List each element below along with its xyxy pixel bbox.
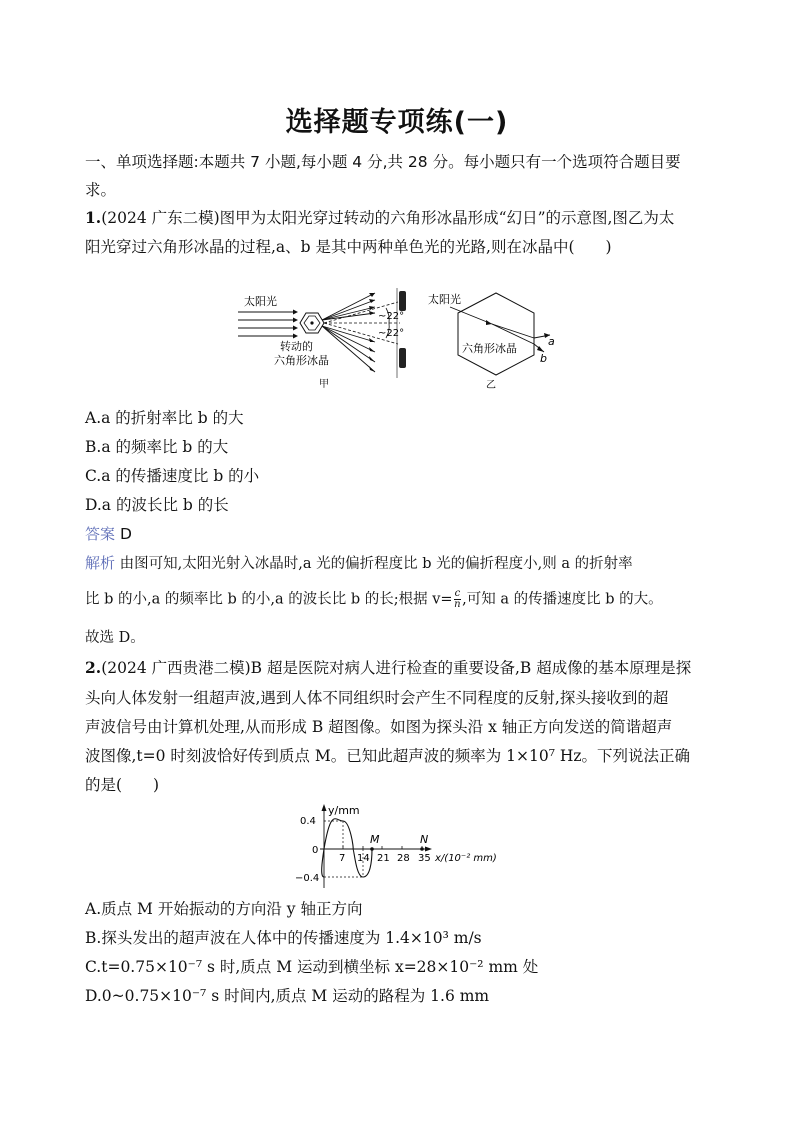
- q1-analysis-line3: 故选 D。: [85, 630, 145, 646]
- page-title: 选择题专项练(一): [285, 107, 509, 138]
- angle-bottom-label: ~22°: [378, 328, 405, 339]
- q2-stem-line3: 声波信号由计算机处理,从而形成 B 超图像。如图为探头沿 x 轴正方向发送的简谐超声: [85, 718, 673, 736]
- angle-top-label: ~22°: [378, 311, 405, 322]
- q1-stem-text1: (2024 广东二模)图甲为太阳光穿过转动的六角形冰晶形成“幻日”的示意图,图乙为太: [101, 209, 675, 227]
- x-axis-label: x/(10⁻² mm): [435, 853, 497, 864]
- y-axis-label: y/mm: [328, 804, 360, 817]
- q2-option-a: A.质点 M 开始振动的方向沿 y 轴正方向: [85, 900, 363, 918]
- q1-number: 1.: [85, 208, 102, 227]
- figure-yi-label: 乙: [486, 380, 496, 390]
- point-m-label: M: [370, 833, 380, 846]
- figure-yi: [428, 292, 555, 390]
- answer-label: 答案: [85, 525, 116, 543]
- q2-stem-text1: (2024 广西贵港二模)B 超是医院对病人进行检查的重要设备,B 超成像的基本原理是探: [101, 659, 692, 677]
- q2-stem-line4: 波图像,t=0 时刻波恰好传到质点 M。已知此超声波的频率为 1×10⁷ Hz。下列说法正确: [85, 747, 691, 765]
- formula-fraction: [454, 589, 462, 610]
- q1-figure: [230, 288, 570, 390]
- q2-option-c: C.t=0.75×10⁻⁷ s 时,质点 M 运动到横坐标 x=28×10⁻² mm 处: [85, 958, 539, 976]
- figure-jia-label: 甲: [319, 379, 329, 390]
- x-tick-7: 7: [339, 853, 346, 864]
- x-tick-21: 21: [377, 853, 390, 864]
- answer-value: D: [119, 525, 132, 543]
- q1-analysis-line1: [85, 553, 633, 574]
- q2-option-b: B.探头发出的超声波在人体中的传播速度为 1.4×10³ m/s: [85, 929, 482, 947]
- rotating-label1: 转动的: [280, 340, 313, 353]
- q2-wave-graph: [292, 802, 512, 890]
- q1-option-a: A.a 的折射率比 b 的大: [85, 409, 244, 427]
- fraction-denominator: n: [454, 599, 461, 610]
- x-tick-28: 28: [397, 853, 410, 864]
- figure-jia: [238, 288, 406, 390]
- sunlight-label-yi: 太阳光: [428, 293, 461, 306]
- point-n-label: N: [420, 833, 429, 846]
- analysis-text2b: ,可知 a 的传播速度比 b 的大。: [462, 591, 663, 608]
- q1-option-b: B.a 的频率比 b 的大: [85, 438, 229, 456]
- analysis-text1: 由图可知,太阳光射入冰晶时,a 光的偏折程度比 b 光的偏折程度小,则 a 的折射率: [119, 556, 633, 572]
- y-tick-bottom: −0.4: [295, 873, 320, 884]
- y-tick-top: 0.4: [300, 816, 316, 827]
- x-tick-14: 14: [357, 853, 370, 864]
- ray-a-label: a: [548, 335, 555, 348]
- rotating-label2: 六角形冰晶: [274, 354, 329, 367]
- y-tick-zero: 0: [312, 845, 319, 856]
- sunlight-label-jia: 太阳光: [244, 295, 277, 308]
- q1-option-c: C.a 的传播速度比 b 的小: [85, 467, 260, 485]
- x-tick-35: 35: [418, 853, 431, 864]
- q1-stem-line1: [85, 208, 674, 228]
- q1-answer: [85, 524, 132, 544]
- q2-stem-line2: 头向人体发射一组超声波,遇到人体不同组织时会产生不同程度的反射,探头接收到的超: [85, 689, 669, 707]
- q2-stem-line5: 的是( ): [85, 776, 160, 794]
- q2-stem-line1: [85, 658, 691, 678]
- q1-analysis-line2: [85, 589, 663, 610]
- q1-stem-line2: 阳光穿过六角形冰晶的过程,a、b 是其中两种单色光的光路,则在冰晶中( ): [85, 238, 612, 256]
- crystal-label: 六角形冰晶: [462, 342, 517, 355]
- q1-option-d: D.a 的波长比 b 的长: [85, 496, 229, 514]
- ray-b-label: b: [540, 352, 547, 365]
- section-heading-line2: 求。: [85, 181, 117, 199]
- q2-option-d: D.0~0.75×10⁻⁷ s 时间内,质点 M 运动的路程为 1.6 mm: [85, 987, 490, 1005]
- q2-number: 2.: [85, 658, 102, 677]
- analysis-label: 解析: [85, 554, 116, 572]
- analysis-text2a: 比 b 的小,a 的频率比 b 的小,a 的波长比 b 的长;根据 v=: [85, 591, 453, 608]
- section-heading-line1: 一、单项选择题:本题共 7 小题,每小题 4 分,共 28 分。每小题只有一个选项符合题目要: [85, 153, 681, 171]
- fraction-numerator: c: [454, 588, 461, 599]
